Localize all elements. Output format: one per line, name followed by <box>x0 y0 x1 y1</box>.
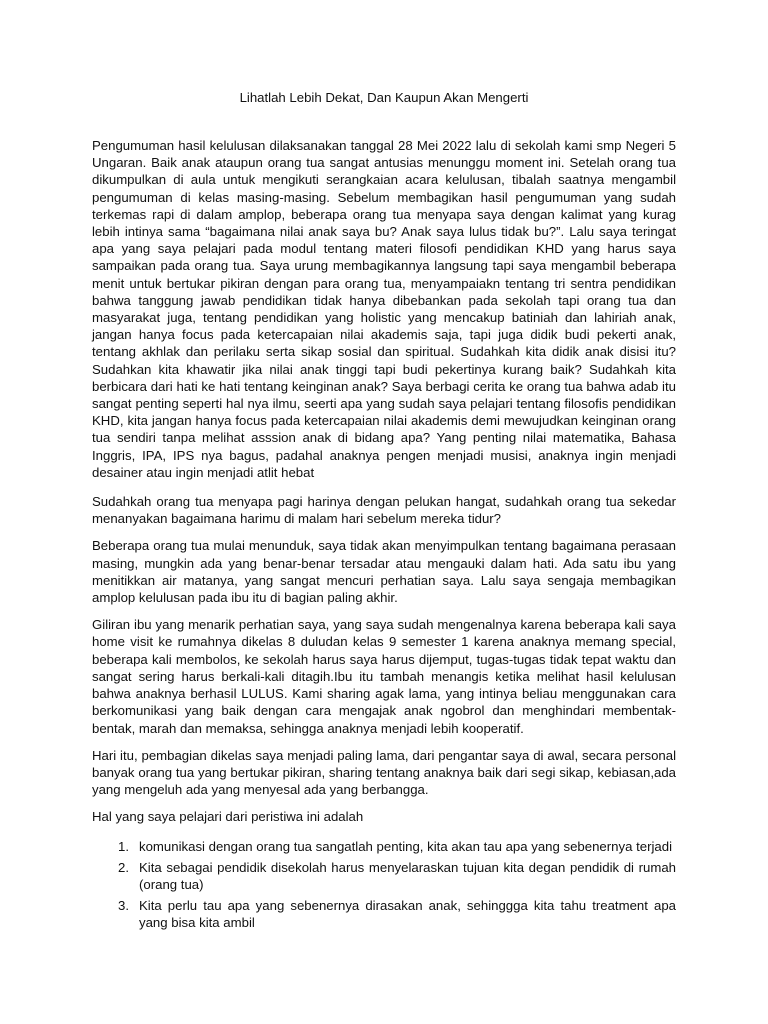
paragraph-3: Beberapa orang tua mulai menunduk, saya tidak akan menyimpulkan tentang bagaimana perasaan masing, mungkin ada yang benar-benar tersadar atau mengauki dalam hati. Ada satu ibu yang menitikkan air matanya, yang sangat mencuri perhatian saya. Lalu saya sengaja membagikan amplop kelulusan pada ibu itu di bagian paling akhir. <box>92 538 676 606</box>
list-text: komunikasi dengan orang tua sangatlah penting, kita akan tau apa yang sebenernya terjadi <box>139 838 673 854</box>
list-item <box>92 838 676 855</box>
list-number: 3. <box>118 898 129 914</box>
paragraph-1: Pengumuman hasil kelulusan dilaksanakan tanggal 28 Mei 2022 lalu di sekolah kami smp Negeri 5 Ungaran. Baik anak ataupun orang tua sangat antusias menunggu moment ini. Setelah orang tua dikumpulkan di aula untuk mengikuti serangkaian acara kelulusan, tibalah saatnya mengambil pengumuman di kelas masing-masing. Sebelum membagikan hasil pengumuman yang sudah terkemas rapi di dalam amplop, beberapa orang tua menyapa saya dengan kalimat yang kurag lebih intinya sama “bagaimana nilai anak saya bu? Anak saya lulus tidak bu?”. Lalu saya teringat apa yang saya pelajari pada modul tentang materi filosofi pendidikan KHD yang harus saya sampaikan pada orang tua. Saya urung membagikannya langsung tapi saya mengambil beberapa menit untuk bertukar pikiran dengan para orang tua, menyampaiakn tentang tri sentra pendidikan bahwa tanggung jawab pendidikan tidak hanya dibebankan pada sekolah tapi orang tua dan masyarakat juga, tentang pendidikan yang holistic yang mencakup batiniah dan lahiriah anak, jangan hanya focus pada ketercapaian nilai akademis saja, tapi juga didik budi pekerti anak, tentang akhlak dan perilaku serta sikap sosial dan spiritual. Sudahkah kita didik anak disisi itu? Sudahkan kita khawatir jika nilai anak tinggi tapi budi pekertinya kurang baik? Sudahkah kita berbicara dari hati ke hati tentang keinginan anak? Saya berbagi cerita ke orang tua bahwa adab itu sangat penting seperti hal nya ilmu, seerti apa yang sudah saya pelajari tentang filosofis pendidikan KHD, kita jangan hanya focus pada ketercapaian nilai akademis demi mewujudkan keinginan orang tua sendiri tanpa melihat asssion anak di bidang apa? Yang penting nilai matematika, Bahasa Inggris, IPA, IPS nya bagus, padahal anaknya pengen menjadi musisi, anaknya ingin menjadi desainer atau ingin menjadi atlit hebat <box>92 138 676 480</box>
document-body <box>92 137 676 936</box>
paragraph-5: Hari itu, pembagian dikelas saya menjadi paling lama, dari pengantar saya di awal, secara personal banyak orang tua yang bertukar pikiran, sharing tentang anaknya baik dari segi sikap, kebiasan,ada yang mengeluh ada yang menyesal ada yang berbangga. <box>92 747 676 798</box>
list-number: 2. <box>118 859 129 875</box>
paragraph-6: Hal yang saya pelajari dari peristiwa ini adalah <box>92 809 364 825</box>
list-number: 1. <box>118 838 129 854</box>
lessons-list <box>92 838 676 932</box>
list-item <box>92 859 676 893</box>
list-item <box>92 897 676 931</box>
paragraph-2: Sudahkah orang tua menyapa pagi harinya dengan pelukan hangat, sudahkah orang tua sekedar menanyakan bagaimana harimu di malam hari sebelum mereka tidur? <box>92 494 676 527</box>
list-text: Kita sebagai pendidik disekolah harus menyelaraskan tujuan kita degan pendidik di rumah (orang tua) <box>139 859 676 892</box>
document-title: Lihatlah Lebih Dekat, Dan Kaupun Akan Mengerti <box>239 90 529 105</box>
paragraph-4: Giliran ibu yang menarik perhatian saya, yang saya sudah mengenalnya karena beberapa kali saya home visit ke rumahnya dikelas 8 duludan kelas 9 semester 1 karena anaknya memang special, beberapa kali membolos, ke sekolah harus saya harus dijemput, tugas-tugas tidak tepat waktu dan sangat sering harus berkali-kali ditagih.Ibu itu tambah menangis ketika melihat hasil kelulusan bahwa anaknya berhasil LULUS. Kami sharing agak lama, yang intinya beliau menggunakan cara berkomunikasi yang baik dengan cara mengajak anak ngobrol dan menghindari membentak-bentak, marah dan memaksa, sehingga anaknya menjadi lebih kooperatif. <box>92 617 676 736</box>
list-text: Kita perlu tau apa yang sebenernya dirasakan anak, sehinggga kita tahu treatment apa yang bisa kita ambil <box>139 898 676 931</box>
